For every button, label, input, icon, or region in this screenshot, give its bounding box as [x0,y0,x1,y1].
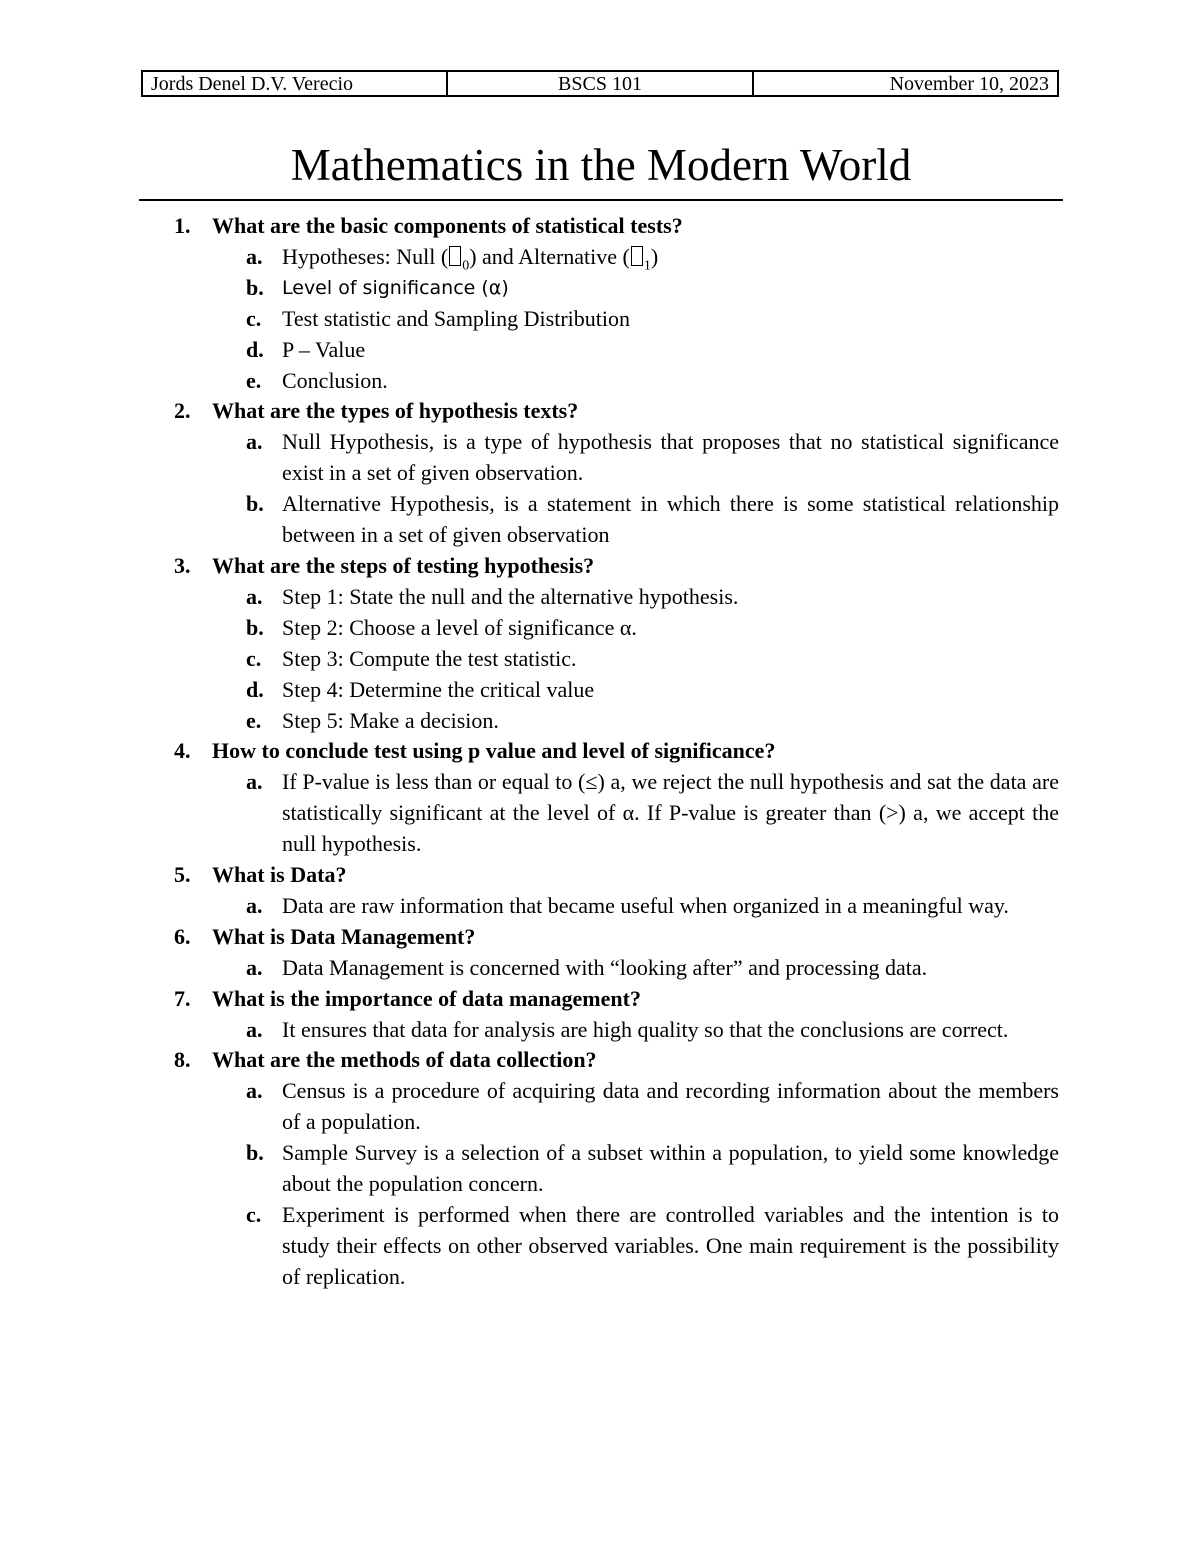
answer-item [212,706,1059,737]
answer-text [282,242,1059,273]
answer-item [212,891,1059,922]
question-item [0,984,1200,1046]
answer-letter: c. [246,305,262,331]
answer-item [212,427,1059,489]
question-number: 2. [174,398,191,424]
question-text: What are the types of hypothesis texts? [212,398,579,424]
question-item [0,922,1200,984]
answer-text: Step 2: Choose a level of significance α. [282,614,637,640]
answer-item [212,644,1059,675]
question-text: What is Data? [212,862,347,888]
answer-text: P – Value [282,336,366,362]
answer-list [212,1015,1200,1046]
question-number: 1. [174,213,191,238]
answer-text: Census is a procedure of acquiring data and recording information about the members of a population. [282,1078,1059,1135]
answer-text: Step 4: Determine the critical value [282,676,595,702]
answer-letter: e. [246,707,262,733]
answer-item [212,1138,1059,1200]
answer-text: It ensures that data for analysis are high quality so that the conclusions are correct. [282,1016,1009,1042]
missing-glyph-icon [631,246,643,266]
answer-item [212,953,1059,984]
answer-item [212,767,1059,860]
question-text: What is Data Management? [212,923,476,949]
answer-text: Alternative Hypothesis, is a statement in which there is some statistical relationship between in a set of given observation [282,491,1059,548]
question-item [0,551,1200,736]
answer-text: Conclusion. [282,367,388,393]
answer-letter: b. [246,274,264,300]
answer-list [212,242,1200,397]
answer-text: Experiment is performed when there are controlled variables and the intention is to study their effects on other observed variables. One main requirement is the possibility of replication. [282,1202,1059,1289]
answer-item [212,1076,1059,1138]
question-text: What are the basic components of statistical tests? [212,213,683,238]
answer-letter: a. [246,583,263,609]
answer-text: Step 5: Make a decision. [282,707,499,733]
answer-letter: b. [246,614,264,640]
question-text: What are the methods of data collection? [212,1047,597,1073]
answer-letter: a. [246,1016,263,1042]
answer-list [212,953,1200,984]
header-row [142,71,1058,96]
answer-item [212,1200,1059,1293]
answer-list [212,427,1200,551]
answer-text: Step 1: State the null and the alternative hypothesis. [282,583,739,609]
question-number: 8. [174,1047,191,1073]
answer-letter: a. [246,892,263,918]
missing-glyph-icon [449,246,461,266]
question-number: 4. [174,738,191,764]
question-number: 7. [174,985,191,1011]
answer-letter: b. [246,491,264,517]
page-title: Mathematics in the Modern World [290,140,912,190]
answer-item [212,242,1059,273]
answer-text: Data Management is concerned with “looking after” and processing data. [282,954,928,980]
question-text: How to conclude test using p value and level of significance? [212,738,776,764]
answer-letter: b. [246,1140,264,1166]
answer-item [212,366,1059,397]
answer-text: Null Hypothesis, is a type of hypothesis that proposes that no statistical significance exist in a set of given observation. [282,429,1059,486]
answer-item [212,273,1059,304]
answer-list [212,767,1200,860]
question-item [0,736,1200,860]
question-number: 3. [174,552,191,578]
answer-letter: a. [246,1078,263,1104]
course-code: BSCS 101 [447,71,752,96]
answer-item [212,1015,1059,1046]
answer-letter: c. [246,645,262,671]
answer-letter: d. [246,336,264,362]
answer-item [212,335,1059,366]
answer-text: Sample Survey is a selection of a subset within a population, to yield some knowledge about the population concern. [282,1140,1059,1197]
answer-item [212,582,1059,613]
answer-text-part: ) [650,243,659,269]
answer-item [212,675,1059,706]
answer-letter: c. [246,1202,262,1227]
answer-text-part: ) and Alternative ( [469,243,630,269]
answer-letter: d. [246,676,264,702]
answer-item [212,489,1059,551]
question-item [0,860,1200,922]
header-table [141,70,1059,97]
answer-letter: a. [246,429,263,455]
question-list [0,211,1200,1293]
answer-letter: a. [246,243,263,269]
question-text: What are the steps of testing hypothesis? [212,552,595,578]
answer-letter: e. [246,367,262,393]
subscript: 0 [462,258,470,274]
question-number: 5. [174,862,191,888]
answer-list [212,891,1200,922]
answer-item [212,613,1059,644]
answer-text: Test statistic and Sampling Distribution [282,305,630,331]
question-item [0,211,1200,396]
document-date: November 10, 2023 [753,71,1058,96]
answer-text: Data are raw information that became useful when organized in a meaningful way. [282,892,1009,918]
question-text: What is the importance of data management? [212,985,641,1011]
answer-text: If P-value is less than or equal to (≤) a, we reject the null hypothesis and sat the data are statistically significant at the level of α. If P-value is greater than (>) a, we accept the null hypothesis. [282,769,1059,857]
answer-list [212,582,1200,737]
subscript: 1 [643,258,651,274]
question-number: 6. [174,923,191,949]
author-name: Jords Denel D.V. Verecio [142,71,447,96]
answer-list [212,1076,1200,1292]
answer-text: Step 3: Compute the test statistic. [282,645,577,671]
answer-text: Level of significance (α) [282,276,509,299]
answer-item [212,304,1059,335]
answer-text-part: Hypotheses: Null ( [282,243,449,269]
title-divider [139,199,1063,201]
question-item [0,396,1200,551]
answer-letter: a. [246,769,263,795]
answer-letter: a. [246,954,263,980]
question-item [0,1045,1200,1292]
question-list-container [0,211,1200,1293]
